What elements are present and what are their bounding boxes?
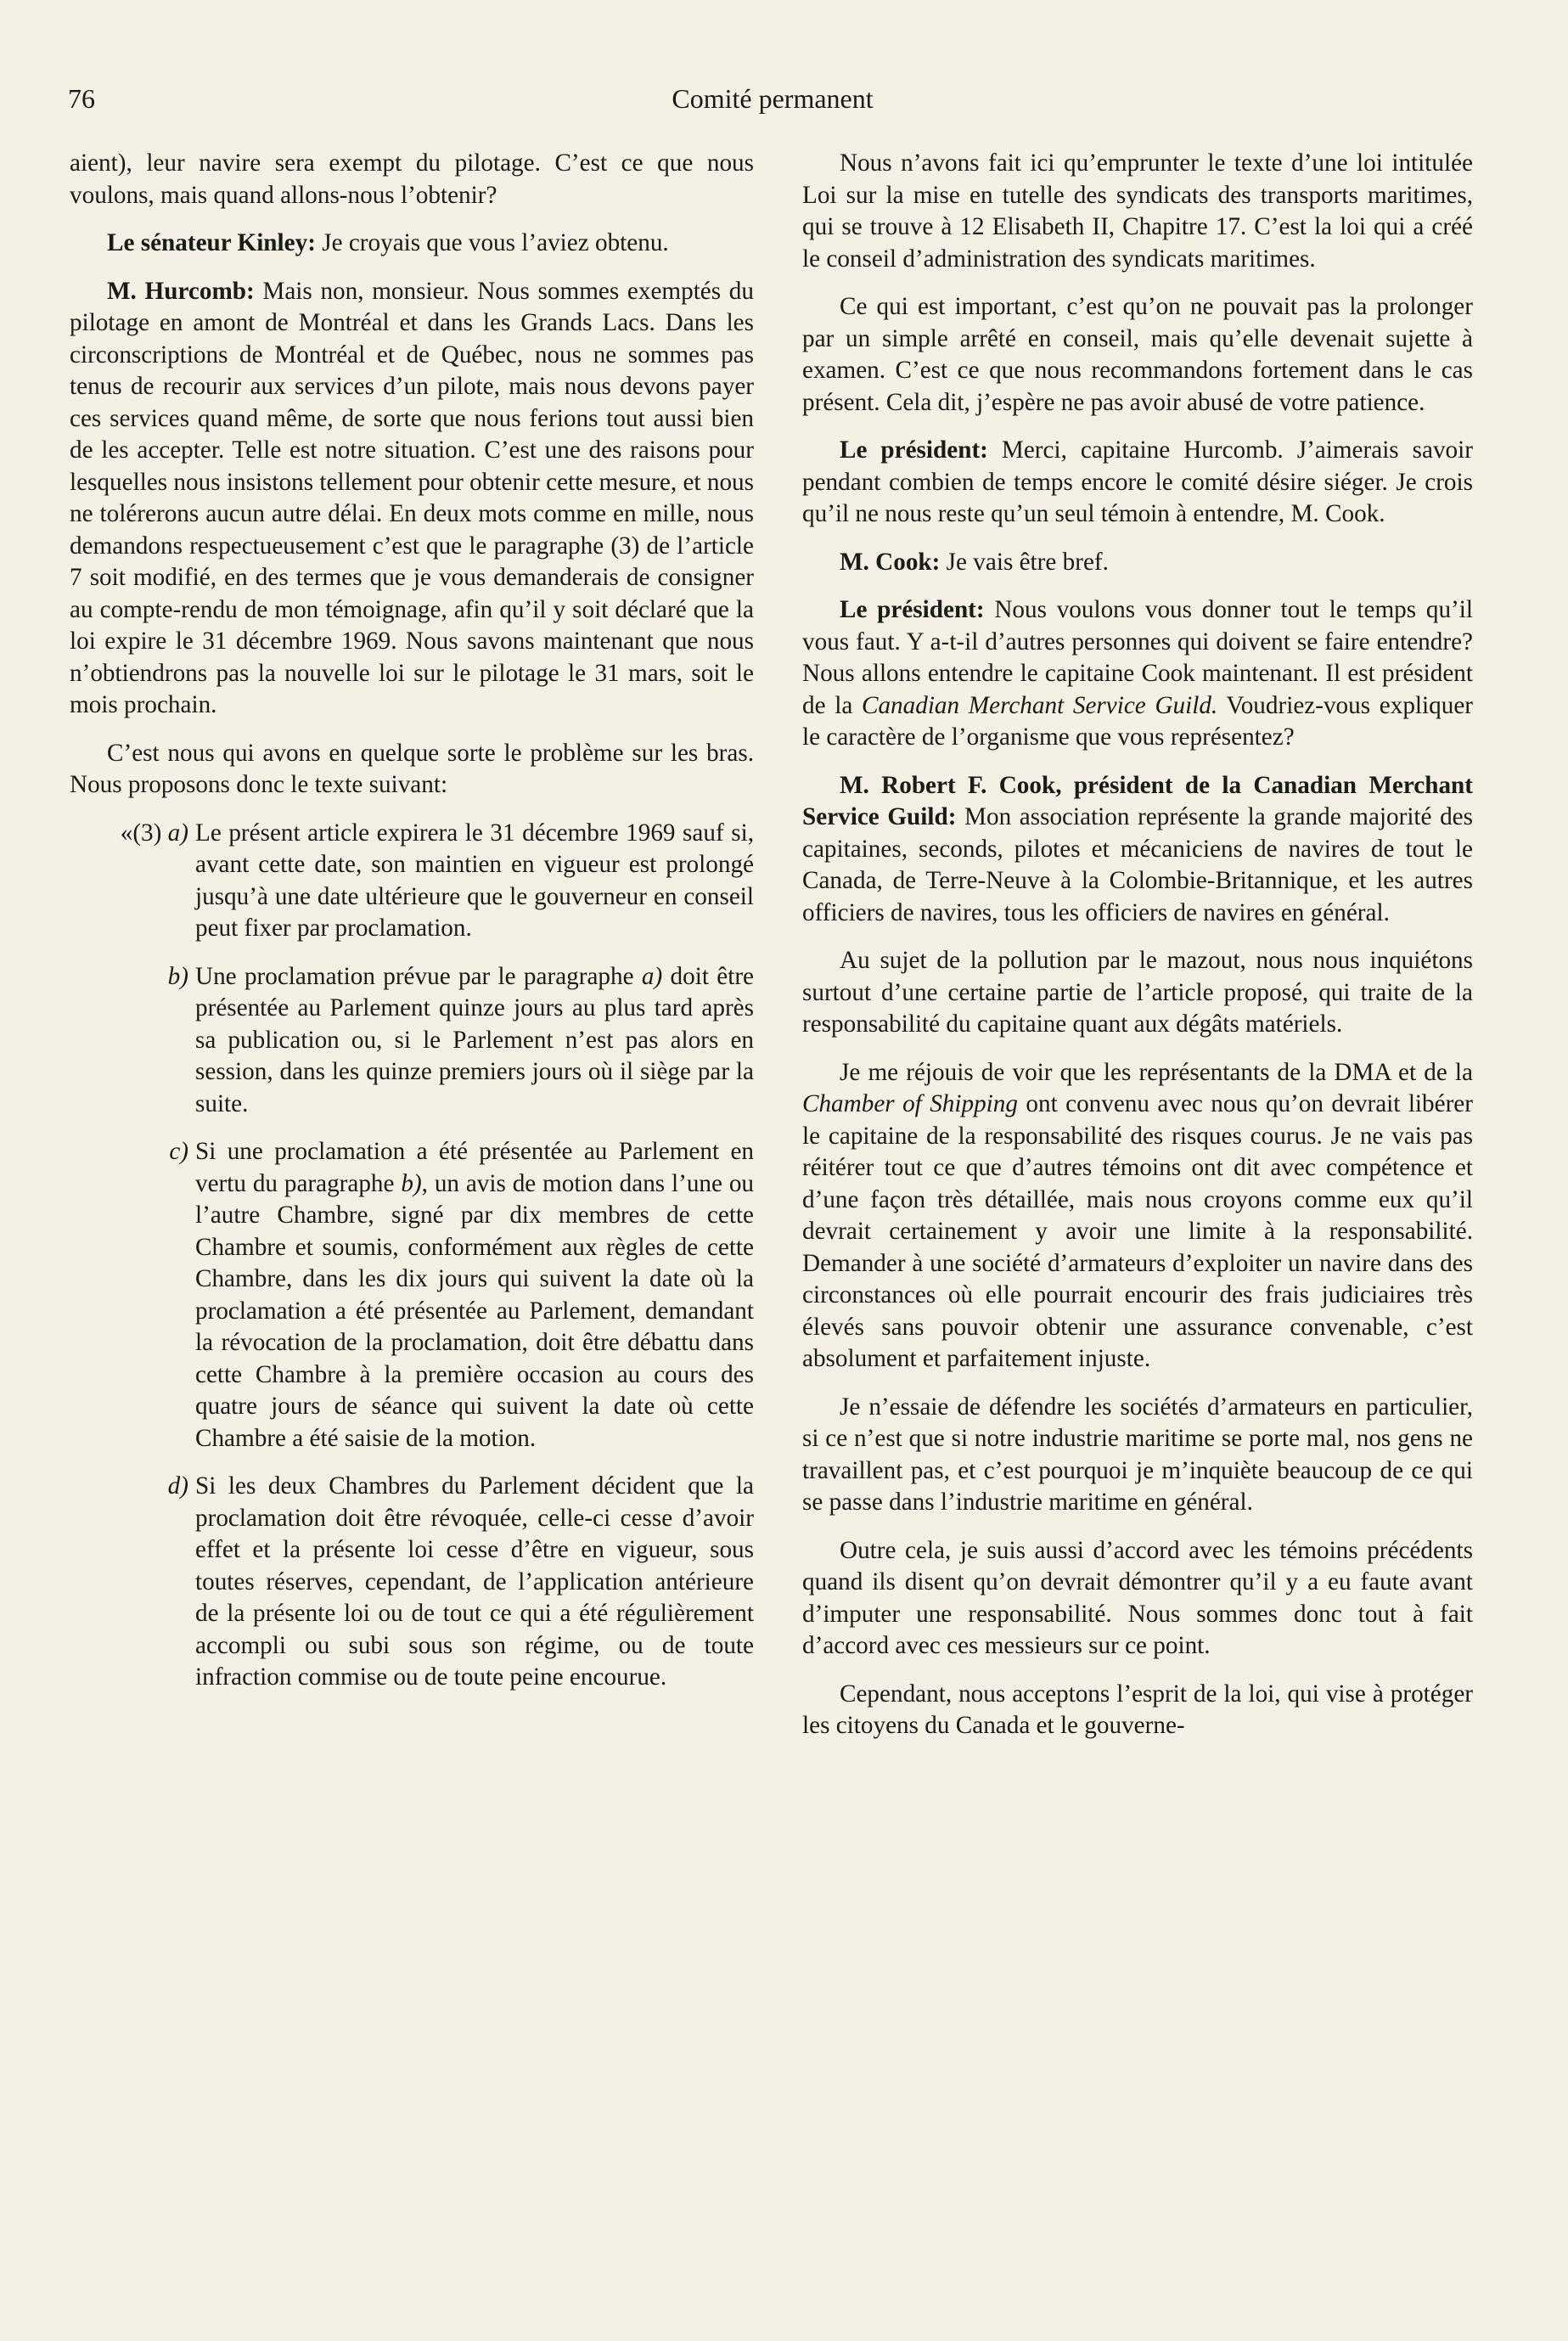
clause-label: c): [169, 1138, 188, 1165]
paragraph-text: Je n’essaie de défendre les sociétés d’armateurs en particulier, si ce n’est que si notre industrie maritime se porte mal, nos gens ne travaillent pas, et c’est pourquoi je m’inquiète beaucoup de ce qui se passe dans l’industrie maritime en général.: [802, 1393, 1473, 1516]
speaker-name: M. Cook:: [840, 548, 941, 576]
paragraph-text: Je me réjouis de voir que les représentants de la DMA et de la: [840, 1058, 1473, 1086]
running-head: Comité permanent: [672, 83, 874, 114]
paragraph-text: aient), leur navire sera exempt du pilotage. C’est ce que nous voulons, mais quand allons-nous l’obtenir?: [70, 149, 754, 209]
organization-name: Canadian Merchant Service Guild.: [861, 691, 1218, 719]
paragraph: [802, 1392, 1473, 1519]
clause-label: b): [167, 962, 188, 990]
paragraph: [802, 291, 1473, 419]
paragraph: [70, 276, 754, 722]
clause-b: [70, 961, 754, 1121]
paragraph-text: Mais non, monsieur. Nous sommes exemptés du pilotage en amont de Montréal et dans les Grands Lacs. Dans les circonscriptions de Montréal et de Québec, nous ne sommes pas tenus de recourir aux services d’un pilote, mais nous devons payer ces services quand même, de sorte que nous ferions tout aussi bien de les accepter. Telle est notre situation. C’est une des raisons pour lesquelles nous insistons tellement pour obtenir cette mesure, et nous ne tolérerons aucun autre délai. En deux mots comme en mille, nous demandons respectueusement c’est que le paragraphe (3) de l’article 7 soit modifié, en des termes que je vous demanderais de consigner au compte-rendu de mon témoignage, afin qu’il y soit déclaré que la loi expire le 31 décembre 1969. Nous savons maintenant que nous n’obtiendrons pas la nouvelle loi sur le pilotage le 31 mars, soit le mois prochain.: [70, 277, 754, 718]
speaker-name: M. Robert F. Cook, président de la Canadian Merchant Service Guild:: [802, 771, 1473, 830]
clause-text: , un avis de motion dans l’une ou l’autre Chambre, signé par dix membres de cette Chambre et soumis, conformément aux règles de cette Chambre, dans les dix jours qui suivent la date où la proclamation a été présentée au Parlement, demandant la révocation de la proclamation, doit être débattu dans cette Chambre à la première occasion au cours des quatre jours de séance qui suivent la date où cette Chambre a été saisie de la motion.: [195, 1169, 755, 1452]
paragraph-text: Outre cela, je suis aussi d’accord avec les témoins précédents quand ils disent qu’on devrait démontrer qu’il y a eu faute avant d’imputer une responsabilité. Nous sommes donc tout à fait d’accord avec ces messieurs sur ce point.: [802, 1536, 1473, 1659]
paragraph: [802, 435, 1473, 531]
paragraph-text: Voudriez-vous expliquer le caractère de l’organisme que vous représentez?: [802, 691, 1473, 751]
paragraph: [70, 148, 754, 211]
clause-label: [70, 818, 188, 850]
speaker-name: Le président:: [840, 436, 988, 464]
paragraph-text: Mon association représente la grande majorité des capitaines, seconds, pilotes et mécaniciens de navires de tout le Canada, de Terre-Neuve à la Colombie-Britannique, et les autres officiers de navires, tous les officiers de navires en général.: [802, 803, 1473, 926]
paragraph-text: Je vais être bref.: [940, 548, 1109, 576]
paragraph: [802, 1679, 1473, 1742]
paragraph: [802, 945, 1473, 1041]
clause-text: doit être présentée au Parlement quinze jours au plus tard après sa publication ou, si le Parlement n’est pas alors en session, dans les quinze premiers jours où il siège par la suite.: [195, 962, 754, 1117]
paragraph-text: C’est nous qui avons en quelque sorte le problème sur les bras. Nous proposons donc le texte suivant:: [70, 739, 754, 798]
paragraph: [802, 594, 1473, 754]
clause-letter: a): [167, 819, 188, 847]
clause-text: Une proclamation prévue par le paragraphe: [195, 962, 642, 990]
paragraph: [70, 738, 754, 802]
clause-a: [70, 818, 754, 945]
paragraph-text: Nous n’avons fait ici qu’emprunter le texte d’une loi intitulée Loi sur la mise en tutelle des syndicats des transports maritimes, qui se trouve à 12 Elisabeth II, Chapitre 17. C’est la loi qui a créé le conseil d’administration des syndicats maritimes.: [802, 149, 1473, 273]
clause-text: Si une proclamation a été présentée au Parlement en vertu du paragraphe: [195, 1138, 754, 1197]
paragraph: [802, 547, 1473, 579]
paragraph-text: Cependant, nous acceptons l’esprit de la loi, qui vise à protéger les citoyens du Canada et le gouverne-: [802, 1680, 1473, 1739]
clause-text: Si les deux Chambres du Parlement décident que la proclamation doit être révoquée, celle-ci cesse d’avoir effet et la présente loi cesse d’être en vigueur, sous toutes réserves, cependant, de l’application antérieure de la présente loi ou de tout ce qui a été régulièrement accompli ou subi sous son régime, ou de toute infraction commise ou de toute peine encourue.: [195, 1472, 754, 1691]
paragraph: [802, 148, 1473, 275]
right-column: [802, 148, 1473, 1759]
clause-text: Le présent article expirera le 31 décembre 1969 sauf si, avant cette date, son maintien en vigueur est prolongé jusqu’à une date ultérieure que le gouverneur en conseil peut fixer par proclamation.: [195, 819, 754, 942]
clause-c: [70, 1136, 754, 1455]
paragraph: [802, 1535, 1473, 1663]
speaker-name: Le sénateur Kinley:: [107, 229, 316, 256]
paragraph: [802, 770, 1473, 930]
paragraph: [802, 1057, 1473, 1376]
paragraph-text: Au sujet de la pollution par le mazout, nous nous inquiétons surtout d’une certaine partie de l’article proposé, qui traite de la responsabilité du capitaine quant aux dégâts matériels.: [802, 947, 1473, 1038]
clause-d: [70, 1471, 754, 1694]
organization-name: Chamber of Shipping: [802, 1090, 1018, 1117]
paragraph-text: Je croyais que vous l’aviez obtenu.: [315, 229, 669, 256]
paragraph-text: Merci, capitaine Hurcomb. J’aimerais savoir pendant combien de temps encore le comité désire siéger. Je crois qu’il ne nous reste qu’un seul témoin à entendre, M. Cook.: [802, 436, 1473, 527]
paragraph: [70, 228, 754, 260]
paragraph-text: Ce qui est important, c’est qu’on ne pouvait pas la prolonger par un simple arrêté en conseil, mais qu’elle devenait sujette à examen. C’est ce que nous recommandons fortement dans le cas présent. Cela dit, j’espère ne pas avoir abusé de votre patience.: [802, 293, 1473, 416]
page-header: [68, 83, 1477, 126]
clause-label: d): [167, 1472, 188, 1500]
clause-reference: a): [641, 962, 663, 990]
speaker-name: M. Hurcomb:: [107, 277, 255, 305]
paragraph-text: Nous voulons vous donner tout le temps qu’il vous faut. Y a-t-il d’autres personnes qui doivent se faire entendre? Nous allons entendre le capitaine Cook maintenant. Il est président de la: [802, 596, 1473, 719]
clause-reference: b): [401, 1169, 422, 1197]
clause-lead: «(3): [120, 819, 168, 847]
speaker-name: Le président:: [840, 596, 985, 623]
page-number: 76: [68, 83, 95, 114]
left-column: [70, 148, 754, 1710]
paragraph-text: ont convenu avec nous qu’on devrait libérer le capitaine de la responsabilité des risques courus. Je ne vais pas réitérer tout ce que d’autres témoins ont dit avec compétence et d’une façon très détaillée, mais nous croyons comme eux qu’il devrait certainement y avoir une limite à la responsabilité. Demander à une société d’armateurs d’exploiter un navire dans des circonstances où elle pourrait encourir des frais judiciaires très élevés sans pouvoir obtenir une assurance convenable, c’est absolument et parfaitement injuste.: [802, 1090, 1473, 1372]
